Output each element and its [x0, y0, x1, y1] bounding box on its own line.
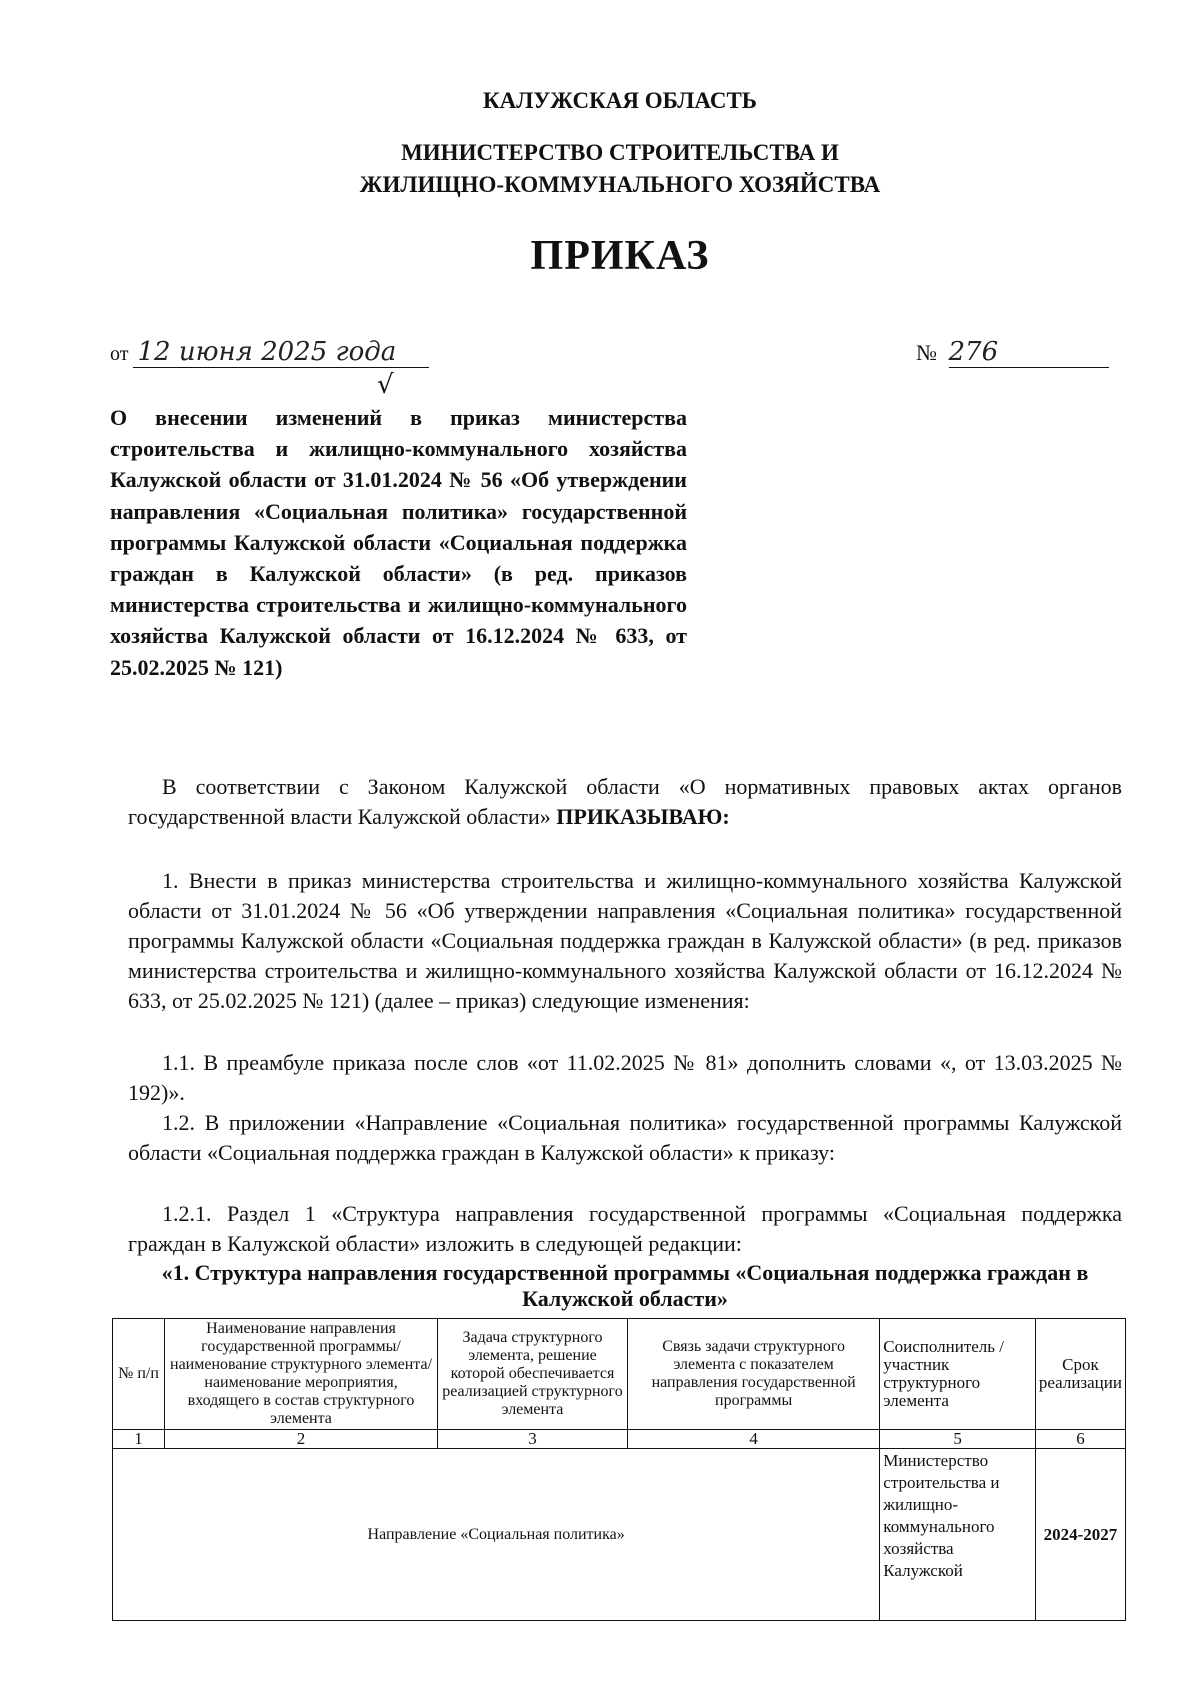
table-row: [113, 1449, 1126, 1621]
date-prefix: от: [110, 343, 129, 365]
table-header-row: [113, 1319, 1126, 1430]
number-prefix: №: [916, 340, 937, 365]
executor-cell: Министерство строительства и жилищно-коммунального хозяйства Калужской: [880, 1449, 1036, 1621]
legal-basis-paragraph: [128, 772, 1122, 832]
ministry-name-line2: ЖИЛИЩНО-КОММУНАЛЬНОГО ХОЗЯЙСТВА: [359, 172, 881, 197]
header-cell-period: Срок реализации: [1035, 1319, 1125, 1430]
header-cell-number: № п/п: [113, 1319, 165, 1430]
check-mark-icon: √: [377, 370, 394, 400]
paragraph-1-2: 1.2. В приложении «Направление «Социальная политика» государственной программы Калужской области «Социальная поддержка граждан в Калужской области» к приказу:: [128, 1110, 1122, 1165]
header-cell-task: Задача структурного элемента, решение которой обеспечивается реализацией структурного элемента: [438, 1319, 628, 1430]
legal-basis-text: В соответствии с Законом Калужской области «О нормативных правовых актах органов государственной власти Калужской области»: [128, 774, 1122, 829]
header-cell-link: Связь задачи структурного элемента с показателем направления государственной программы: [627, 1319, 879, 1430]
column-number-1: 1: [113, 1430, 165, 1449]
column-number-6: 6: [1035, 1430, 1125, 1449]
handwritten-number: 276: [949, 337, 1109, 368]
ministry-name-line1: МИНИСТЕРСТВО СТРОИТЕЛЬСТВА И: [401, 140, 839, 165]
date-field: [110, 337, 429, 368]
direction-name-cell: Направление «Социальная политика»: [113, 1449, 880, 1621]
paragraph-1-2-1: 1.2.1. Раздел 1 «Структура направления государственной программы «Социальная поддержка граждан в Калужской области» изложить в следующей редакции:: [128, 1201, 1122, 1256]
header-cell-executor: Соисполнитель /участник структурного элемента: [880, 1319, 1036, 1430]
number-field: [916, 337, 1109, 368]
handwritten-date: 12 июня 2025 года: [133, 337, 429, 368]
structure-table: [112, 1318, 1126, 1621]
order-command: ПРИКАЗЫВАЮ:: [556, 804, 730, 829]
period-cell: 2024-2027: [1035, 1449, 1125, 1621]
column-number-4: 4: [627, 1430, 879, 1449]
section-title: «1. Структура направления государственной программы «Социальная поддержка граждан в Калужской области»: [161, 1260, 1089, 1311]
paragraph-1-1: 1.1. В преамбуле приказа после слов «от 11.02.2025 № 81» дополнить словами «, от 13.03.2025 № 192)».: [128, 1050, 1122, 1105]
region-name: КАЛУЖСКАЯ ОБЛАСТЬ: [482, 88, 757, 113]
column-number-5: 5: [880, 1430, 1036, 1449]
document-type-title: ПРИКАЗ: [530, 233, 710, 279]
header-cell-name: Наименование направления государственной программы/наименование структурного элемента/наименование мероприятия, входящего в состав структурного элемента: [165, 1319, 438, 1430]
paragraph-1: 1. Внести в приказ министерства строительства и жилищно-коммунального хозяйства Калужской области от 31.01.2024 № 56 «Об утверждении направления «Социальная политика» государственной программы Калужской области «Социальная поддержка граждан в Калужской области» (в ред. приказов министерства строительства и жилищно-коммунального хозяйства Калужской области от 16.12.2024 № 633, от 25.02.2025 № 121) (далее – приказ) следующие изменения:: [128, 868, 1122, 1013]
column-number-3: 3: [438, 1430, 628, 1449]
column-number-2: 2: [165, 1430, 438, 1449]
table-number-row: [113, 1430, 1126, 1449]
order-subject: О внесении изменений в приказ министерства строительства и жилищно-коммунального хозяйства Калужской области от 31.01.2024 № 56 «Об утверждении направления «Социальная политика» государственной программы Калужской области «Социальная поддержка граждан в Калужской области» (в ред. приказов министерства строительства и жилищно-коммунального хозяйства Калужской области от 16.12.2024 № 633, от 25.02.2025 № 121): [110, 405, 687, 680]
